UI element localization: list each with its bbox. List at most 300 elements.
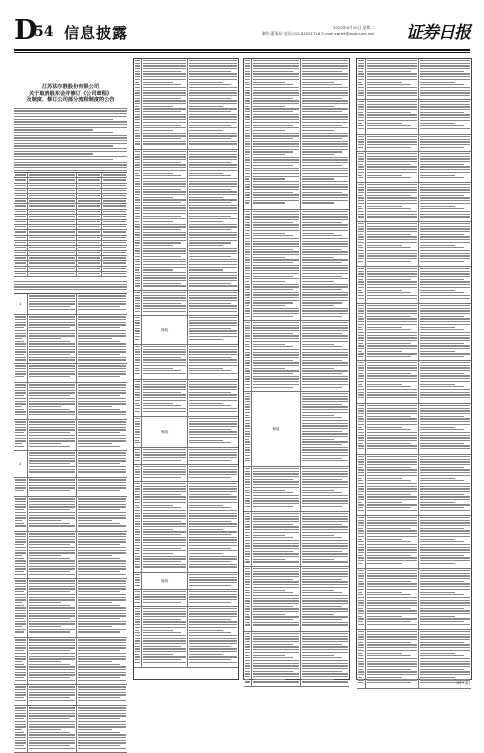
text-line: [253, 352, 298, 353]
text-line: [135, 662, 140, 663]
text-line: [189, 440, 223, 441]
text-line: [245, 431, 250, 432]
text-line: [420, 228, 470, 229]
text-line: [367, 144, 416, 145]
text-line: [15, 724, 26, 725]
table-row: [134, 417, 238, 448]
text-line: [135, 191, 140, 192]
text-line: [189, 90, 237, 91]
text-line: [302, 357, 348, 358]
table-cell: [366, 630, 418, 688]
text-line: [245, 173, 250, 174]
text-line: [420, 475, 470, 476]
text-line: [143, 65, 186, 66]
text-line: [143, 408, 186, 409]
table-cell: [188, 380, 238, 416]
text-line: [420, 677, 455, 678]
text-line: [189, 386, 237, 387]
text-line: [15, 414, 26, 415]
text-line: [135, 90, 140, 91]
text-line: [15, 268, 26, 269]
text-line: [143, 638, 186, 639]
text-line: [78, 384, 126, 385]
text-line: [420, 421, 470, 422]
text-line: [29, 737, 76, 738]
text-line: [78, 742, 126, 743]
text-line: [253, 503, 298, 504]
table-cell: [14, 315, 28, 363]
text-line: [143, 221, 173, 222]
text-line: [302, 214, 348, 215]
text-line: [420, 392, 470, 393]
text-line: [245, 484, 250, 485]
text-line: [253, 135, 298, 136]
text-line: [245, 63, 250, 64]
text-line: [135, 189, 140, 190]
text-line: [420, 405, 470, 406]
table-cell: [142, 59, 188, 149]
text-line: [143, 643, 186, 644]
text-line: [135, 138, 140, 139]
text-line: [420, 175, 455, 176]
text-line: [420, 161, 470, 162]
text-line: [358, 679, 364, 680]
table-cell: [188, 291, 238, 315]
text-line: [103, 190, 126, 191]
text-line: [367, 594, 411, 595]
text-line: [29, 341, 70, 342]
text-line: [143, 106, 173, 107]
text-line: [15, 190, 26, 191]
text-line: [367, 445, 416, 446]
text-line: [367, 435, 416, 436]
text-line: [15, 650, 24, 651]
table-cell: [28, 204, 78, 208]
text-line: [302, 151, 343, 152]
text-line: [302, 138, 343, 139]
text-line: [143, 248, 186, 249]
text-line: [367, 92, 416, 93]
text-line: [367, 432, 416, 433]
text-line: [78, 482, 126, 483]
text-line: [358, 177, 363, 178]
text-line: [358, 408, 364, 409]
text-line: [253, 224, 298, 225]
text-line: [135, 405, 140, 406]
text-line: [420, 195, 464, 196]
text-line: [253, 316, 293, 317]
text-line: [29, 740, 76, 741]
text-line: [302, 665, 348, 666]
text-line: [253, 665, 298, 666]
text-line: [135, 181, 140, 182]
text-line: [143, 368, 173, 369]
text-line: [78, 566, 126, 567]
text-line: [143, 627, 186, 628]
table-cell: [102, 251, 127, 255]
article-body-text-2: [14, 281, 127, 290]
text-line: [420, 79, 470, 80]
text-line: [245, 384, 250, 385]
text-line: [367, 82, 402, 83]
text-line: [29, 479, 76, 480]
text-line: [253, 246, 298, 247]
text-line: [14, 159, 113, 160]
text-line: [29, 586, 76, 587]
table-cell: [301, 567, 349, 631]
text-line: [15, 512, 26, 513]
table-cell: [77, 236, 102, 240]
text-line: [367, 677, 402, 678]
text-line: [29, 631, 70, 632]
text-line: [15, 440, 26, 441]
text-line: [135, 156, 140, 157]
text-line: [245, 211, 250, 212]
text-line: [78, 432, 120, 433]
table-cell: [14, 225, 28, 229]
text-line: [189, 275, 237, 276]
text-line: [253, 598, 298, 599]
text-line: [29, 354, 70, 355]
text-line: [245, 305, 249, 306]
text-line: [29, 571, 70, 572]
text-line: [29, 700, 76, 701]
text-line: [189, 373, 237, 374]
text-line: [135, 178, 140, 179]
text-line: [29, 390, 76, 391]
text-line: [189, 457, 237, 458]
text-line: [358, 437, 364, 438]
text-line: [245, 181, 250, 182]
text-line: [367, 313, 416, 314]
text-line: [358, 381, 364, 382]
text-line: [420, 117, 470, 118]
text-line: [135, 426, 140, 427]
text-line: [29, 392, 76, 393]
section-title: 信息披露: [64, 24, 129, 42]
text-line: [189, 566, 237, 567]
text-line: [78, 613, 126, 614]
text-line: [367, 247, 411, 248]
table-cell: [244, 567, 252, 631]
text-line: [135, 330, 140, 331]
text-line: [302, 286, 348, 287]
text-line: [15, 411, 26, 412]
text-line: [135, 494, 140, 495]
text-line: [29, 446, 70, 447]
text-line: [367, 211, 416, 212]
text-line: [420, 271, 470, 272]
text-line: [189, 357, 231, 358]
text-line: [245, 370, 250, 371]
text-line: [29, 322, 76, 323]
text-line: [135, 421, 140, 422]
text-line: [302, 194, 348, 195]
text-line: [358, 494, 363, 495]
text-line: [302, 127, 348, 128]
text-line: [367, 203, 416, 204]
text-line: [253, 146, 298, 147]
table-cell: [357, 569, 366, 629]
text-line: [245, 649, 250, 650]
text-line: [15, 748, 26, 749]
text-line: [189, 602, 231, 603]
text-line: [78, 656, 126, 657]
text-line: [253, 644, 293, 645]
text-line: [135, 624, 140, 625]
text-line: [78, 539, 126, 540]
text-line: [143, 608, 186, 609]
text-line: [245, 587, 250, 588]
text-line: [302, 216, 348, 217]
text-line: [367, 634, 416, 635]
text-line: [15, 316, 26, 317]
table-cell: [102, 178, 127, 182]
text-line: [253, 553, 298, 554]
text-line: [143, 76, 186, 77]
text-line: [189, 154, 237, 155]
table-row: [244, 321, 349, 392]
text-line: [29, 190, 76, 191]
text-line: [78, 621, 126, 622]
text-line: [302, 251, 348, 252]
text-line: [135, 186, 140, 187]
text-line: [302, 133, 348, 134]
text-line: [302, 590, 334, 591]
text-line: [135, 60, 140, 61]
text-line: [15, 583, 26, 584]
text-line: [78, 737, 126, 738]
text-line: [15, 330, 26, 331]
text-line: [78, 414, 126, 415]
text-line: [78, 349, 126, 350]
text-line: [245, 652, 250, 653]
text-line: [358, 642, 363, 643]
table-row: [14, 478, 127, 497]
text-line: [143, 84, 181, 85]
text-line: [135, 537, 140, 538]
text-line: [29, 242, 76, 243]
table-cell: [77, 685, 127, 705]
text-line: [367, 226, 416, 227]
text-line: [253, 341, 298, 342]
text-line: [253, 63, 298, 64]
text-line: [245, 425, 250, 426]
text-line: [143, 162, 181, 163]
table-cell: [14, 241, 28, 245]
text-line: [302, 222, 343, 223]
text-line: [367, 290, 402, 291]
text-line: [420, 203, 470, 204]
table-cell: [366, 404, 418, 454]
text-line: [420, 321, 470, 322]
text-line: [135, 122, 140, 123]
text-line: [420, 305, 470, 306]
text-line: [367, 624, 416, 625]
text-line: [420, 661, 470, 662]
text-line: [29, 597, 76, 598]
table-cell: [102, 272, 127, 276]
text-line: [103, 221, 126, 222]
text-line: [302, 476, 348, 477]
text-line: [29, 512, 76, 513]
text-line: [367, 367, 416, 368]
table-row: [14, 579, 127, 638]
text-line: [367, 575, 416, 576]
text-line: [253, 216, 298, 217]
text-line: [135, 207, 140, 208]
table-row: [14, 685, 127, 706]
text-line: [189, 127, 237, 128]
text-line: [78, 605, 120, 606]
text-line: [253, 663, 298, 664]
text-line: [253, 184, 298, 185]
continued-mark: (转下版): [456, 681, 470, 685]
text-line: [245, 633, 250, 634]
table-cell: [357, 404, 366, 454]
text-line: [245, 449, 250, 450]
text-line: [420, 461, 470, 462]
text-line: [78, 471, 126, 472]
table-cell: [77, 204, 102, 208]
text-line: [189, 264, 237, 265]
text-line: [367, 109, 416, 110]
table-row: [357, 361, 471, 404]
text-line: [78, 252, 100, 253]
table-cell: [134, 316, 142, 344]
text-line: [420, 666, 470, 667]
text-line: [245, 338, 250, 339]
text-line: [14, 281, 127, 282]
table-row: [357, 455, 471, 516]
table-row: [134, 380, 238, 417]
text-line: [245, 168, 250, 169]
table-cell: [28, 532, 78, 578]
text-line: [245, 487, 250, 488]
text-line: [15, 740, 26, 741]
text-line: [420, 456, 470, 457]
text-line: [143, 308, 186, 309]
text-line: [78, 368, 126, 369]
page-letter: D: [14, 15, 37, 46]
text-line: [143, 181, 186, 182]
text-line: [367, 71, 411, 72]
table-cell: [77, 267, 102, 271]
text-line: [135, 103, 140, 104]
text-line: [358, 597, 364, 598]
text-line: [253, 281, 285, 282]
table-row: [134, 345, 238, 380]
text-line: [135, 325, 140, 326]
text-line: [367, 494, 411, 495]
table-cell: [134, 291, 142, 315]
text-line: [78, 438, 126, 439]
text-line: [135, 87, 140, 88]
text-line: [358, 507, 363, 508]
text-line: [358, 440, 364, 441]
text-line: [245, 417, 250, 418]
text-line: [189, 224, 237, 225]
text-line: [245, 313, 250, 314]
text-line: [143, 646, 181, 647]
table-cell: [77, 364, 127, 382]
text-line: [245, 130, 249, 131]
text-line: [143, 173, 173, 174]
text-line: [78, 509, 120, 510]
text-line: [78, 547, 126, 548]
text-line: [420, 343, 464, 344]
text-line: [189, 643, 237, 644]
text-line: [302, 224, 348, 225]
text-line: [135, 507, 140, 508]
text-line: [245, 82, 249, 83]
text-line: [143, 127, 186, 128]
text-line: [15, 211, 26, 212]
text-line: [367, 613, 416, 614]
text-line: [367, 253, 416, 254]
table-cell: [134, 590, 142, 606]
text-line: [189, 616, 237, 617]
text-line: [189, 518, 237, 519]
text-line: [143, 651, 186, 652]
text-line: [135, 619, 140, 620]
text-line: [78, 330, 126, 331]
text-line: [135, 486, 140, 487]
text-line: [15, 357, 26, 358]
table-cell: [366, 516, 418, 568]
text-line: [143, 510, 186, 511]
masthead-rule-thick: [14, 49, 470, 51]
text-line: [29, 351, 76, 352]
text-line: [143, 292, 186, 293]
text-line: [253, 159, 298, 160]
text-line: [15, 610, 26, 611]
text-line: [143, 277, 186, 278]
text-line: [15, 242, 26, 243]
text-line: [29, 523, 70, 524]
text-line: [302, 270, 348, 271]
text-line: [78, 338, 111, 339]
text-line: [245, 119, 250, 120]
text-line: [253, 333, 293, 334]
text-line: [367, 216, 416, 217]
text-line: [15, 710, 26, 711]
text-line: [367, 671, 416, 672]
text-line: [143, 400, 186, 401]
text-line: [78, 653, 126, 654]
text-line: [189, 619, 231, 620]
text-line: [135, 392, 140, 393]
text-line: [358, 522, 364, 523]
text-line: [302, 341, 348, 342]
text-line: [189, 256, 231, 257]
text-line: [420, 448, 470, 449]
text-line: [245, 79, 250, 80]
text-line: [253, 638, 298, 639]
text-line: [78, 664, 120, 665]
text-line: [253, 660, 298, 661]
text-line: [420, 624, 470, 625]
text-line: [14, 116, 127, 117]
text-line: [302, 579, 343, 580]
date-line: 2020年6月30日 星期二: [333, 25, 374, 30]
text-line: [302, 122, 348, 123]
text-line: [420, 536, 470, 537]
table-cell: [28, 199, 78, 203]
text-line: [253, 506, 293, 507]
text-line: [420, 82, 455, 83]
text-line: [302, 100, 348, 101]
